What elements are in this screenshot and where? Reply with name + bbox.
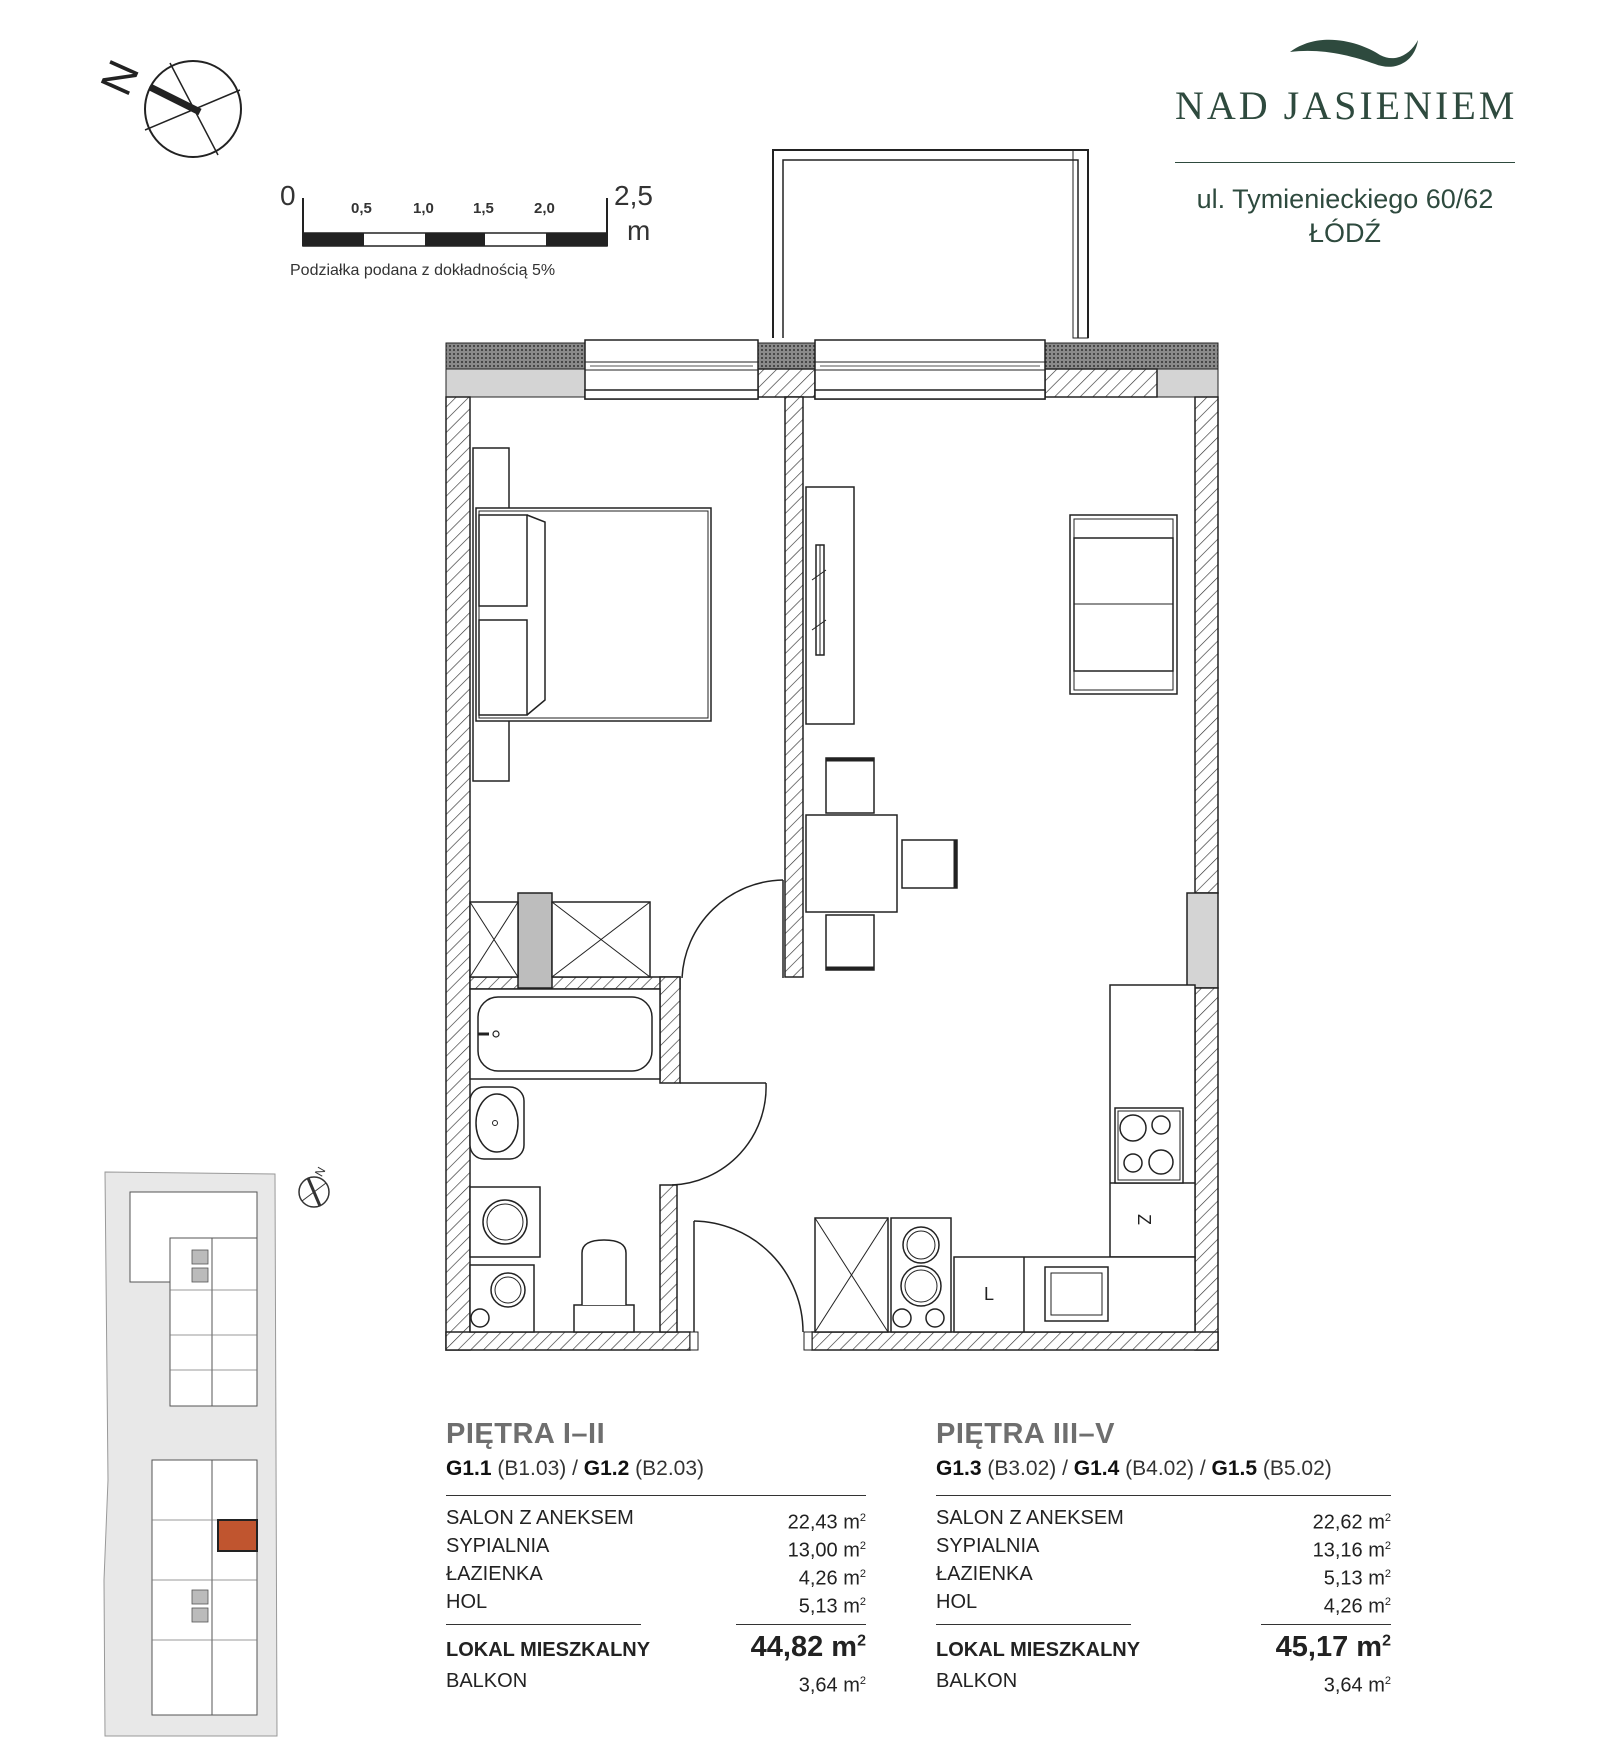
bathroom-door (672, 1083, 766, 1185)
room-name: SYPIALNIA (936, 1535, 1040, 1557)
scale-tick-label: 1,0 (413, 200, 434, 217)
key-plan (104, 1172, 329, 1736)
utility-installations (891, 1218, 951, 1332)
unit-ref: (B1.03) (497, 1457, 567, 1480)
sofa (1070, 515, 1177, 694)
total-label: LOKAL MIESZKALNY (446, 1639, 651, 1661)
total-label: LOKAL MIESZKALNY (936, 1639, 1141, 1661)
balcony-row (936, 1667, 1391, 1695)
balcony-label: BALKON (446, 1670, 528, 1692)
balcony-label: BALKON (936, 1670, 1018, 1692)
room-area: 4,26 $m^2$ (798, 1567, 866, 1590)
address-street: ul. Tymienieckiego 60/62 (1196, 184, 1494, 214)
room-area: 5,13 $m^2$ (798, 1595, 866, 1618)
room-row (936, 1560, 1391, 1588)
oven (1045, 1267, 1108, 1321)
dishwasher-label: Z (1134, 1214, 1154, 1225)
total-area: 45,17 $m^2$ (1275, 1631, 1391, 1663)
table-rule (936, 1495, 1391, 1496)
balcony-area: 3,64 $m^2$ (798, 1674, 866, 1697)
fridge-label: L (984, 1284, 995, 1304)
room-area: 22,62 $m^2$ (1312, 1511, 1391, 1534)
room-name: SYPIALNIA (446, 1535, 550, 1557)
room-area: 13,00 $m^2$ (787, 1539, 866, 1562)
unit-ref: (B4.02) (1125, 1457, 1195, 1480)
room-name: HOL (936, 1591, 978, 1613)
ventilation-shaft (518, 893, 552, 988)
bedroom-door (682, 880, 783, 978)
unit-codes: G1.1 (B1.03) / G1.2 (B2.03) (446, 1457, 705, 1480)
total-row (446, 1631, 866, 1667)
room-row (446, 1588, 866, 1616)
brand-logo-wave-icon (1290, 40, 1418, 67)
brand-name: NAD JASIENIEM (1175, 83, 1518, 128)
scale-start-label: 0 (280, 180, 296, 211)
room-row (446, 1560, 866, 1588)
kitchen-cabinet (815, 1218, 888, 1332)
room-name: ŁAZIENKA (936, 1563, 1033, 1585)
room-row (446, 1532, 866, 1560)
room-row (446, 1504, 866, 1532)
brand-divider (1175, 162, 1515, 163)
room-list (446, 1504, 866, 1616)
unit-code: G1.5 (1211, 1457, 1258, 1480)
unit-codes: G1.3 (B3.02) / G1.4 (B4.02) / G1.5 (B5.02) (936, 1457, 1332, 1480)
scale-unit-label: m (627, 215, 651, 246)
total-row (936, 1631, 1391, 1667)
address (1160, 182, 1530, 250)
cooktop (1115, 1108, 1183, 1183)
dining-table (806, 758, 957, 970)
room-name: HOL (446, 1591, 488, 1613)
unit-ref: (B3.02) (987, 1457, 1057, 1480)
scale-tick-label: 0,5 (351, 200, 372, 217)
washing-machine (470, 1187, 540, 1257)
balcony-area: 3,64 $m^2$ (1323, 1674, 1391, 1697)
room-name: SALON Z ANEKSEM (936, 1507, 1124, 1529)
scale-tick-label: 1,5 (473, 200, 494, 217)
key-plan-north-label: N (311, 1164, 329, 1179)
unit-code: G1.4 (1073, 1457, 1120, 1480)
room-list (936, 1504, 1391, 1616)
room-row (936, 1504, 1391, 1532)
scale-accuracy-note: Podziałka podana z dokładnością 5% (290, 262, 556, 279)
unit-code: G1.2 (583, 1457, 630, 1480)
bed (473, 448, 711, 781)
balcony (773, 150, 1088, 338)
room-name: ŁAZIENKA (446, 1563, 543, 1585)
bathtub (470, 989, 660, 1079)
scale-bar (280, 180, 653, 246)
balcony-row (446, 1667, 866, 1695)
total-area: 44,82 $m^2$ (750, 1631, 866, 1663)
north-compass (91, 53, 241, 157)
room-area: 5,13 $m^2$ (1323, 1567, 1391, 1590)
room-row (936, 1532, 1391, 1560)
address-city: ŁÓDŹ (1308, 218, 1381, 248)
highlighted-unit (218, 1520, 257, 1551)
unit-ref: (B2.03) (635, 1457, 705, 1480)
table-title: PIĘTRA III–V (936, 1418, 1115, 1450)
scale-tick-label: 2,0 (534, 200, 555, 217)
room-row (936, 1588, 1391, 1616)
entrance-door (690, 1221, 812, 1350)
unit-ref: (B5.02) (1262, 1457, 1332, 1480)
unit-code: G1.1 (446, 1457, 492, 1480)
room-area: 13,16 $m^2$ (1312, 1539, 1391, 1562)
toilet (574, 1240, 634, 1332)
table-title: PIĘTRA I–II (446, 1418, 606, 1450)
table-split-rule (936, 1624, 1391, 1625)
room-name: SALON Z ANEKSEM (446, 1507, 634, 1529)
room-area: 22,43 $m^2$ (787, 1511, 866, 1534)
compass-north-label: N (91, 53, 150, 103)
boiler-unit (470, 1265, 534, 1332)
washbasin (470, 1087, 524, 1159)
living-room-window (815, 340, 1045, 399)
wardrobe (470, 902, 650, 977)
room-area: 4,26 $m^2$ (1323, 1595, 1391, 1618)
table-rule (446, 1495, 866, 1496)
area-table-floors-1-2 (446, 1418, 866, 1695)
scale-end-label: 2,5 (614, 180, 653, 211)
unit-code: G1.3 (936, 1457, 982, 1480)
tv-cabinet (806, 487, 854, 724)
table-split-rule (446, 1624, 866, 1625)
area-table-floors-3-5 (936, 1418, 1391, 1697)
bedroom-window (585, 340, 758, 399)
